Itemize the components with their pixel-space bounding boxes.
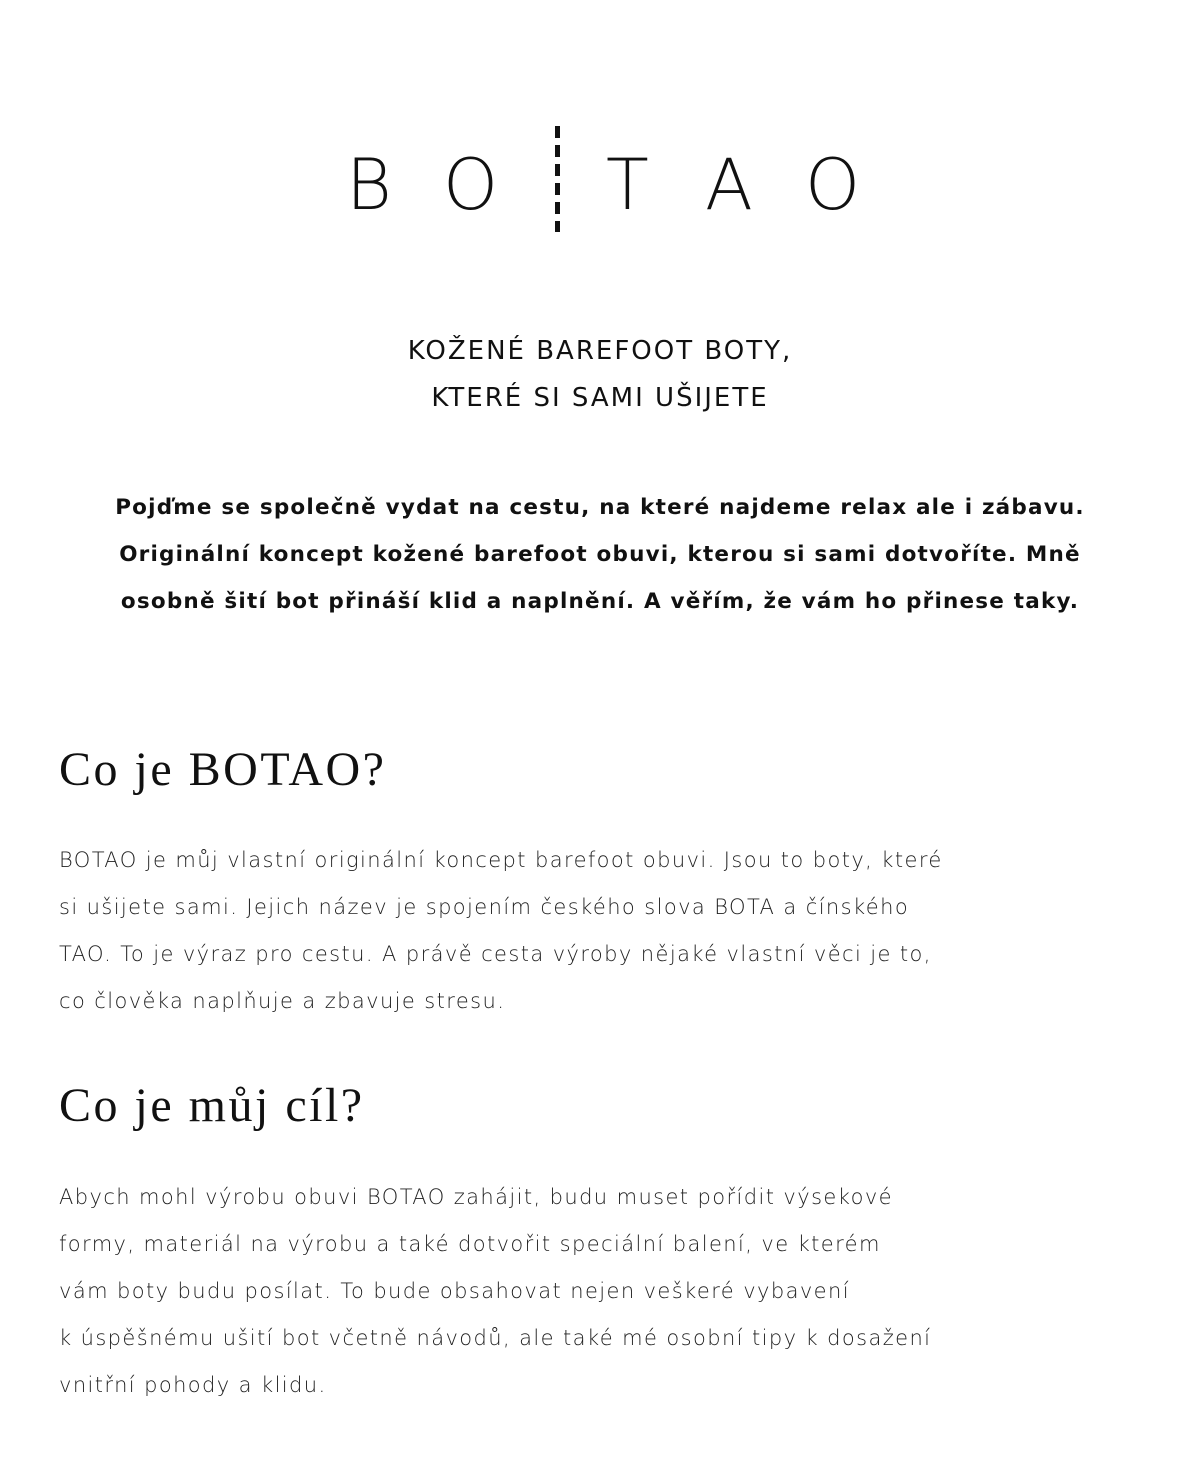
logo-letter-o-2: O [805, 144, 861, 226]
intro-paragraph [40, 484, 1160, 625]
logo-letter-t: T [606, 144, 649, 226]
paragraph-line: formy, materiál na výrobu a také dotvořit speciální balení, ve kterém [59, 1232, 881, 1256]
tagline [0, 328, 1200, 422]
paragraph-line: co člověka naplňuje a zbavuje stresu. [59, 989, 506, 1013]
section-paragraph-what-is-botao [59, 837, 1159, 1025]
paragraph-line: TAO. To je výraz pro cestu. A právě cesta výroby nějaké vlastní věci je to, [59, 942, 932, 966]
paragraph-line: vnitřní pohody a klidu. [59, 1373, 327, 1397]
paragraph-line: Abych mohl výrobu obuvi BOTAO zahájit, budu muset pořídit výsekové [59, 1185, 893, 1209]
section-heading-what-is-botao: Co je BOTAO? [59, 743, 387, 796]
botao-logo [0, 126, 1200, 232]
paragraph-line: BOTAO je můj vlastní originální koncept barefoot obuvi. Jsou to boty, které [59, 848, 943, 872]
logo-letter-b: B [346, 144, 392, 226]
logo-divider [555, 126, 560, 232]
logo-letter-o: O [443, 144, 499, 226]
intro-line: osobně šití bot přináší klid a naplnění. A věřím, že vám ho přinese taky. [120, 589, 1080, 614]
intro-line: Pojďme se společně vydat na cestu, na které najdeme relax ale i zábavu. [115, 495, 1085, 520]
logo-letter-a: A [705, 144, 753, 226]
paragraph-line: si ušijete sami. Jejich název je spojením českého slova BOTA a čínského [59, 895, 910, 919]
paragraph-line: vám boty budu posílat. To bude obsahovat nejen veškeré vybavení [59, 1279, 850, 1303]
paragraph-line: k úspěšnému ušití bot včetně návodů, ale také mé osobní tipy k dosažení [59, 1326, 932, 1350]
section-paragraph-my-goal [59, 1174, 1159, 1409]
intro-line: Originální koncept kožené barefoot obuvi, kterou si sami dotvoříte. Mně [119, 542, 1081, 567]
tagline-line-1: KOŽENÉ BAREFOOT BOTY, [407, 336, 793, 366]
tagline-line-2: KTERÉ SI SAMI UŠIJETE [431, 383, 769, 413]
section-heading-my-goal: Co je můj cíl? [59, 1079, 365, 1132]
